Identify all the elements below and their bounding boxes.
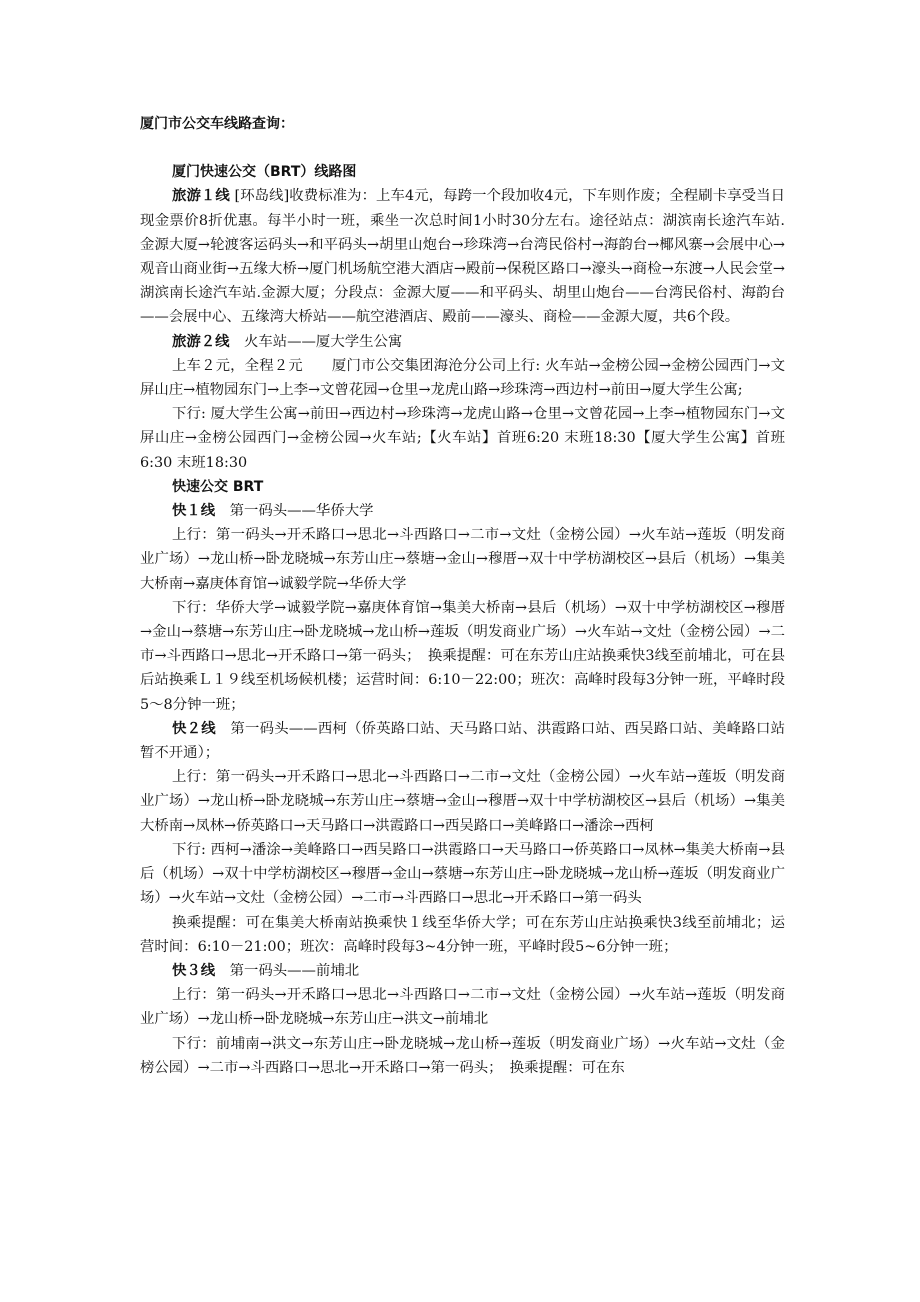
brt-line-2-down: 下行: 西柯→潘涂→美峰路口→西吴路口→洪霞路口→天马路口→侨英路口→凤林→集美大桥南→县后（机场）→双十中学枋湖校区→穆厝→金山→蔡塘→东芳山庄→卧龙晓城→龙山桥→莲坂（明发商业广场）→火车站→文灶（金榜公园）→二市→斗西路口→思北→开禾路口→第一码头	[140, 841, 785, 907]
brt-line-3-label: 快３线	[172, 962, 216, 979]
brt-line-2-heading	[140, 717, 785, 765]
brt-line-2-up: 上行：第一码头→开禾路口→思北→斗西路口→二市→文灶（金榜公园）→火车站→莲坂（明发商业广场）→龙山桥→卧龙晓城→东芳山庄→蔡塘→金山→穆厝→双十中学枋湖校区→县后（机场）→集美大桥南→凤林→侨英路口→天马路口→洪霞路口→西吴路口→美峰路口→潘涂→西柯	[140, 769, 785, 834]
brt-line-3-up: 上行：第一码头→开禾路口→思北→斗西路口→二市→文灶（金榜公园）→火车站→莲坂（明发商业广场）→龙山桥→卧龙晓城→东芳山庄→洪文→前埔北	[140, 987, 785, 1028]
brt-line-3-heading	[140, 959, 785, 983]
brt-line-1-heading	[140, 499, 785, 523]
tour-line-1-text: [环岛线]收费标准为：上车4元，每跨一个段加收4元，下车则作废；全程刷卡享受当日现金票价8折优惠。每半小时一班，乘坐一次总时间1小时30分左右。途径站点：湖滨南长途汽车站.金源大厦→轮渡客运码头→和平码头→胡里山炮台→珍珠湾→台湾民俗村→海韵台→椰风寨→会展中心→观音山商业街→五缘大桥→厦门机场航空港大酒店→殿前→保税区路口→濠头→商检→东渡→人民会堂→湖滨南长途汽车站.金源大厦；分段点：金源大厦——和平码头、胡里山炮台——台湾民俗村、海韵台——会展中心、五缘湾大桥站——航空港酒店、殿前——濠头、商检——金源大厦，共6个段。	[140, 188, 785, 326]
tour-line-2-label: 旅游２线	[172, 333, 230, 350]
tour-line-1-paragraph	[140, 184, 785, 329]
brt-map-title: 厦门快速公交（BRT）线路图	[172, 164, 357, 181]
brt-line-2-route: 第一码头——西柯（侨英路口站、天马路口站、洪霞路口站、西吴路口站、美峰路口站暂不开通）；	[140, 720, 785, 762]
page-title: 厦门市公交车线路查询：	[140, 116, 294, 132]
document-page	[140, 112, 785, 1080]
tour-line-2-heading	[140, 330, 785, 354]
brt-line-2-transfer: 换乘提醒：可在集美大桥南站换乘快１线至华侨大学；可在东芳山庄站换乘快3线至前埔北；运营时间：6:10－21:00；班次：高峰时段每3~4分钟一班，平峰时段5~6分钟一班；	[140, 914, 785, 955]
brt-line-1-label: 快１线	[172, 503, 216, 520]
brt-line-3-route: 第一码头——前埔北	[215, 962, 360, 979]
tour-line-2-route: 火车站——厦大学生公寓	[229, 333, 403, 350]
tour-line-1-label: 旅游１线	[172, 188, 230, 205]
brt-line-3-down: 下行：前埔南→洪文→东芳山庄→卧龙晓城→龙山桥→莲坂（明发商业广场）→火车站→文灶（金榜公园）→二市→斗西路口→思北→开禾路口→第一码头； 换乘提醒：可在东	[140, 1035, 785, 1076]
brt-line-1-up: 上行：第一码头→开禾路口→思北→斗西路口→二市→文灶（金榜公园）→火车站→莲坂（明发商业广场）→龙山桥→卧龙晓城→东芳山庄→蔡塘→金山→穆厝→双十中学枋湖校区→县后（机场）→集美大桥南→嘉庚体育馆→诚毅学院→华侨大学	[140, 527, 785, 592]
brt-line-2-label: 快２线	[172, 720, 216, 737]
tour-line-2-down: 下行: 厦大学生公寓→前田→西边村→珍珠湾→龙虎山路→仓里→文曾花园→上李→植物园东门→文屏山庄→金榜公园西门→金榜公园→火车站;【火车站】首班6:20 末班18:30【厦大学生公寓】首班6:30 末班18:30	[140, 406, 785, 471]
tour-line-2-up: 上车２元，全程２元 厦门市公交集团海沧分公司上行: 火车站→金榜公园→金榜公园西门→文屏山庄→植物园东门→上李→文曾花园→仓里→龙虎山路→珍珠湾→西边村→前田→厦大学生公寓;	[140, 357, 785, 399]
brt-line-1-down: 下行：华侨大学→诚毅学院→嘉庚体育馆→集美大桥南→县后（机场）→双十中学枋湖校区→穆厝→金山→蔡塘→东芳山庄→卧龙晓城→龙山桥→莲坂（明发商业广场）→火车站→文灶（金榜公园）→二市→斗西路口→思北→开禾路口→第一码头； 换乘提醒：可在东芳山庄站换乘快3线至前埔北，可在县后站换乘Ｌ１９线至机场候机楼；运营时间：6:10－22:00；班次：高峰时段每3分钟一班，平峰时段5～8分钟一班；	[140, 599, 785, 713]
brt-line-1-route: 第一码头——华侨大学	[215, 503, 374, 520]
brt-heading: 快速公交 BRT	[172, 478, 264, 495]
